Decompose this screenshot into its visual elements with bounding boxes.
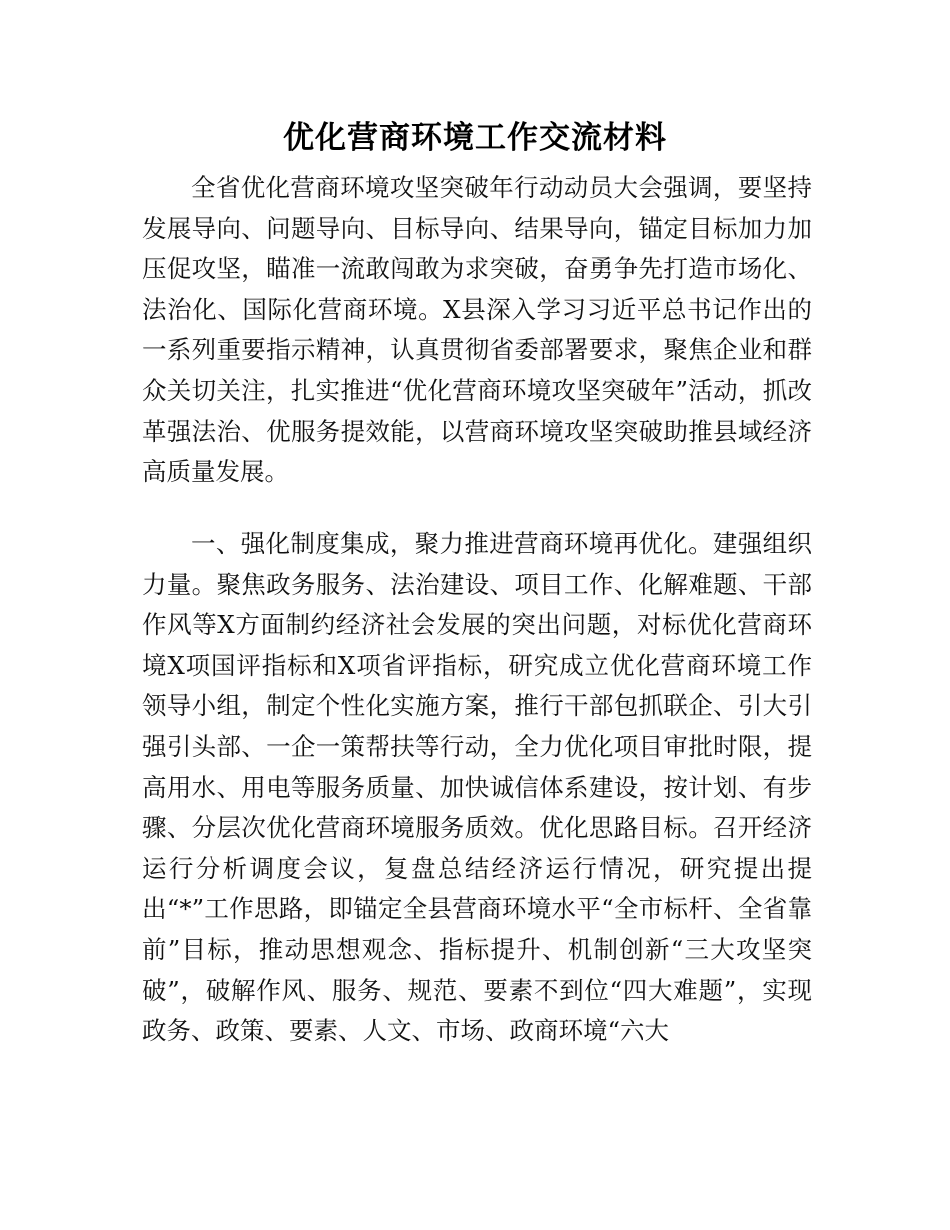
paragraph-intro: 全省优化营商环境攻坚突破年行动动员大会强调，要坚持发展导向、问题导向、目标导向、结果导向，锚定目标加力加压促攻坚，瞄准一流敢闯敢为求突破，奋勇争先打造市场化、法治化、国际化营商环境。X县深入学习习近平总书记作出的一系列重要指示精神，认真贯彻省委部署要求，聚焦企业和群众关切关注，扎实推进“优化营商环境攻坚突破年”活动，抓改革强法治、优服务提效能，以营商环境攻坚突破助推县域经济高质量发展。	[142, 173, 812, 487]
document-title: 优化营商环境工作交流材料	[283, 120, 667, 156]
paragraph-section-one: 一、强化制度集成，聚力推进营商环境再优化。建强组织力量。聚焦政务服务、法治建设、项目工作、化解难题、干部作风等X方面制约经济社会发展的突出问题，对标优化营商环境X项国评指标和X项省评指标，研究成立优化营商环境工作领导小组，制定个性化实施方案，推行干部包抓联企、引大引强引头部、一企一策帮扶等行动，全力优化项目审批时限，提高用水、用电等服务质量、加快诚信体系建设，按计划、有步骤、分层次优化营商环境服务质效。优化思路目标。召开经济运行分析调度会议，复盘总结经济运行情况，研究提出提出“*”工作思路，即锚定全县营商环境水平“全市标杆、全省靠前”目标，推动思想观念、指标提升、机制创新“三大攻坚突破”，破解作风、服务、规范、要素不到位“四大难题”，实现政务、政策、要素、人文、市场、政商环境“六大	[142, 529, 812, 1046]
